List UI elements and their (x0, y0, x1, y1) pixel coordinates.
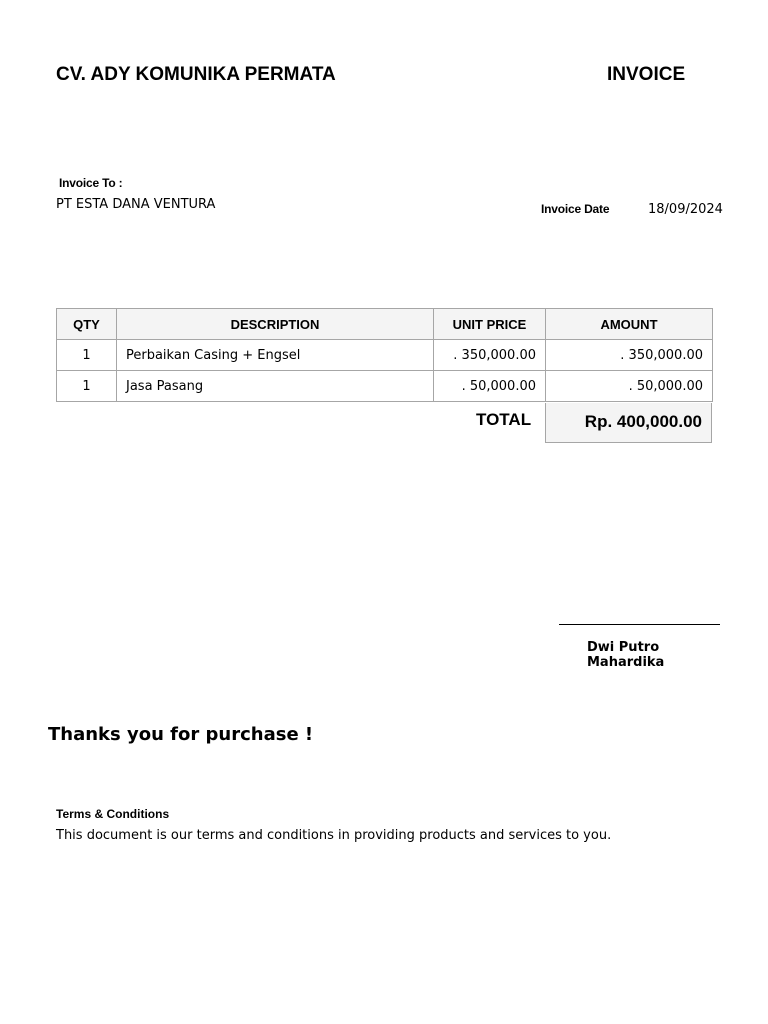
terms-body: This document is our terms and conditions in providing products and services to you. (56, 828, 612, 843)
document-title: INVOICE (607, 64, 686, 85)
total-box (545, 403, 712, 443)
invoice-to-label: Invoice To : (59, 176, 123, 190)
row-amount: . 50,000.00 (546, 371, 713, 402)
total-label: TOTAL (476, 410, 532, 429)
terms-title: Terms & Conditions (56, 807, 170, 821)
signature-line (559, 624, 720, 625)
total-value: Rp. 400,000.00 (584, 412, 702, 431)
row-unit-price: . 50,000.00 (434, 371, 546, 402)
row-qty: 1 (57, 371, 117, 402)
table-row (57, 371, 713, 402)
invoice-date-value: 18/09/2024 (648, 202, 723, 217)
row-qty: 1 (57, 340, 117, 371)
thanks-message: Thanks you for purchase ! (48, 724, 314, 745)
row-description: Jasa Pasang (117, 371, 434, 402)
signer-name: Dwi Putro Mahardika (587, 640, 665, 670)
column-header-amount: AMOUNT (546, 309, 713, 340)
invoice-to-name: PT ESTA DANA VENTURA (56, 197, 216, 212)
table-header-row (57, 309, 713, 340)
row-amount: . 350,000.00 (546, 340, 713, 371)
table-row (57, 340, 713, 371)
line-items-table (56, 308, 713, 402)
company-name: CV. ADY KOMUNIKA PERMATA (56, 64, 336, 85)
column-header-qty: QTY (57, 309, 117, 340)
column-header-unit-price: UNIT PRICE (434, 309, 546, 340)
invoice-date-label: Invoice Date (541, 202, 610, 216)
row-unit-price: . 350,000.00 (434, 340, 546, 371)
column-header-description: DESCRIPTION (117, 309, 434, 340)
row-description: Perbaikan Casing + Engsel (117, 340, 434, 371)
